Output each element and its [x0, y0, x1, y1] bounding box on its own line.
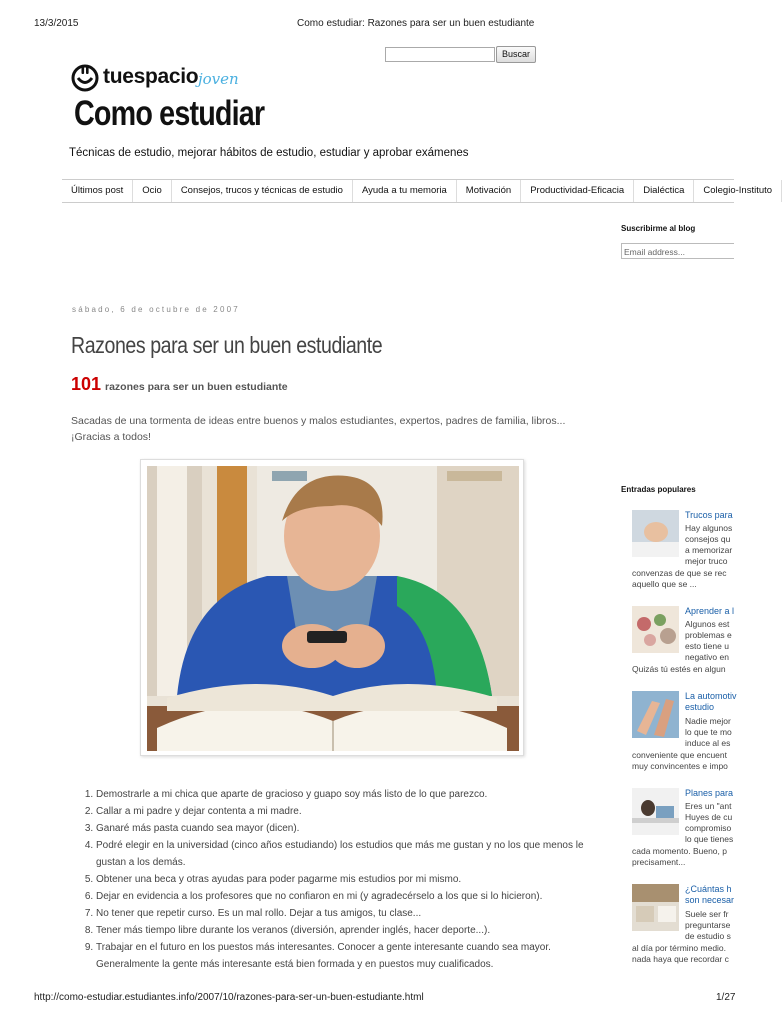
popular-post-snippet: de estudio s	[685, 931, 731, 941]
popular-post-snippet: a memorizar	[685, 545, 733, 555]
site-description: Técnicas de estudio, mejorar hábitos de estudio, estudiar y aprobar exámenes	[69, 147, 469, 159]
nav-item-motivacion[interactable]: Motivación	[457, 180, 521, 202]
post-intro-line: Sacadas de una tormenta de ideas entre buenos y malos estudiantes, expertos, padres de familia, libros...	[71, 415, 566, 427]
logo-wordmark-accent[interactable]: joven	[198, 70, 239, 88]
nav-item-memoria[interactable]: Ayuda a tu memoria	[353, 180, 457, 202]
list-item: 9. Trabajar en el futuro en los puestos más interesantes. Conocer a gente interesante cuando sea mayor. Generalmente la gente más interesante está bien formada y en puestos muy cualificados.	[96, 939, 611, 973]
popular-post-snippet: Quizás tú estés en algun	[632, 664, 726, 674]
popular-post-title[interactable]: ¿Cuántas h	[685, 884, 732, 894]
popular-post-snippet: al día por término medio.	[632, 943, 727, 953]
popular-post-snippet: lo que tienes	[685, 834, 734, 844]
popular-post-snippet: Huyes de cu	[685, 812, 733, 822]
post-number: 101	[71, 374, 102, 394]
list-item: 1. Demostrarle a mi chica que aparte de gracioso y guapo soy más listo de lo que parezco.	[96, 786, 611, 803]
list-item: 8. Tener más tiempo libre durante los veranos (diversión, aprender inglés, hacer deporte...).	[96, 922, 611, 939]
popular-post-snippet: preguntarse	[685, 920, 731, 930]
popular-post-snippet: aquello que se ...	[632, 579, 697, 589]
list-item: 2. Callar a mi padre y dejar contenta a mi madre.	[96, 803, 611, 820]
print-date: 13/3/2015	[34, 18, 79, 29]
popular-post-thumbnail[interactable]	[632, 606, 679, 653]
popular-heading: Entradas populares	[621, 485, 696, 494]
post-photo	[140, 459, 524, 756]
popular-post-snippet: esto tiene u	[685, 641, 729, 651]
print-url: http://como-estudiar.estudiantes.info/2007/10/razones-para-ser-un-buen-estudiante.html	[34, 992, 424, 1003]
popular-post-item	[632, 606, 768, 686]
popular-post-snippet: Hay algunos	[685, 523, 733, 533]
student-photo-illustration	[147, 466, 519, 751]
list-item: 5. Obtener una beca y otras ayudas para poder pagarme mis estudios por mi mismo.	[96, 871, 611, 888]
popular-post-item	[632, 510, 768, 600]
popular-post-title-line2[interactable]: estudio	[685, 702, 715, 712]
popular-post-title[interactable]: Trucos para	[685, 510, 733, 520]
site-title[interactable]: Como estudiar	[74, 94, 265, 133]
popular-post-snippet: conveniente que encuent	[632, 750, 727, 760]
popular-post-snippet: compromiso	[685, 823, 732, 833]
post-title[interactable]: Razones para ser un buen estudiante	[71, 332, 383, 358]
nav-item-ultimos-post[interactable]: Últimos post	[62, 180, 133, 202]
post-intro	[71, 413, 571, 445]
post-intro-line: ¡Gracias a todos!	[71, 431, 151, 443]
nav-item-colegio[interactable]: Colegio-Instituto	[694, 180, 782, 202]
popular-post-snippet: negativo en	[685, 652, 729, 662]
nav-item-consejos[interactable]: Consejos, trucos y técnicas de estudio	[172, 180, 353, 202]
popular-post-snippet: problemas e	[685, 630, 732, 640]
search-button[interactable]: Buscar	[496, 46, 536, 63]
smiley-logo-icon[interactable]	[70, 62, 100, 92]
popular-post-thumbnail[interactable]	[632, 884, 679, 931]
popular-post-title[interactable]: La automotiv	[685, 691, 737, 701]
nav-item-productividad[interactable]: Productividad-Eficacia	[521, 180, 634, 202]
popular-post-snippet: Nadie mejor	[685, 716, 731, 726]
popular-post-snippet: precisament...	[632, 857, 686, 867]
popular-post-snippet: lo que te mo	[685, 727, 732, 737]
post-date: sábado, 6 de octubre de 2007	[72, 305, 240, 314]
list-item: 4. Podré elegir en la universidad (cinco años estudiando) los estudios que más me gustan y no los que menos le gustan a los demás.	[96, 837, 611, 871]
popular-post-snippet: Algunos est	[685, 619, 730, 629]
search-input[interactable]	[385, 47, 495, 62]
reasons-list	[80, 786, 611, 973]
post-number-caption: razones para ser un buen estudiante	[105, 381, 288, 393]
subscribe-heading: Suscribirme al blog	[621, 224, 696, 233]
popular-post-title[interactable]: Aprender a l	[685, 606, 735, 616]
popular-post-item	[632, 884, 768, 970]
email-input[interactable]: Email address...	[621, 243, 734, 259]
popular-post-snippet: induce al es	[685, 738, 731, 748]
print-page-number: 1/27	[716, 992, 736, 1003]
nav-item-ocio[interactable]: Ocio	[133, 180, 172, 202]
popular-post-thumbnail[interactable]	[632, 788, 679, 835]
popular-post-thumbnail[interactable]	[632, 691, 679, 738]
popular-post-snippet: convenzas de que se rec	[632, 568, 727, 578]
list-item: 3. Ganaré más pasta cuando sea mayor (dicen).	[96, 820, 611, 837]
popular-post-snippet: muy convincentes e impo	[632, 761, 728, 771]
list-item: 6. Dejar en evidencia a los profesores que no confiaron en mi (y agradecérselo a los que si lo hicieron).	[96, 888, 611, 905]
popular-post-thumbnail[interactable]	[632, 510, 679, 557]
popular-post-snippet: mejor truco	[685, 556, 728, 566]
popular-post-item	[632, 691, 768, 777]
popular-post-snippet: consejos qu	[685, 534, 731, 544]
nav-item-dialectica[interactable]: Dialéctica	[634, 180, 694, 202]
main-nav	[62, 179, 773, 203]
popular-post-snippet: Eres un "ant	[685, 801, 732, 811]
popular-post-snippet: Suele ser fr	[685, 909, 729, 919]
popular-post-snippet: cada momento. Bueno, p	[632, 846, 727, 856]
logo-wordmark[interactable]: tuespacio	[103, 65, 199, 88]
popular-post-title-line2[interactable]: son necesar	[685, 895, 735, 905]
popular-post-snippet: nada haya que recordar c	[632, 954, 729, 964]
popular-post-item	[632, 788, 768, 874]
list-item: 7. No tener que repetir curso. Es un mal rollo. Dejar a tus amigos, tu clase...	[96, 905, 611, 922]
popular-post-title[interactable]: Planes para	[685, 788, 734, 798]
print-title: Como estudiar: Razones para ser un buen estudiante	[297, 18, 535, 29]
